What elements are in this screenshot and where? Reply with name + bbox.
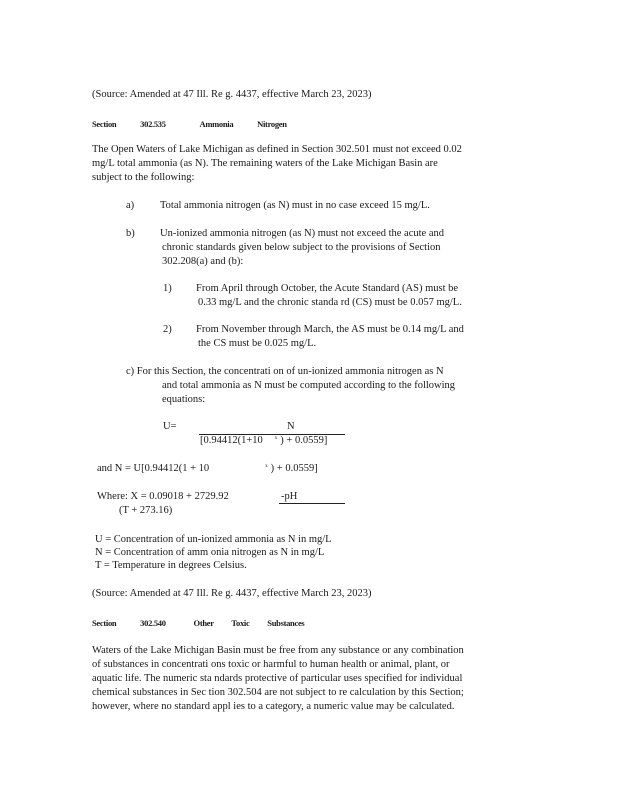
definition-line: N = Concentration of amm onia nitrogen as N in mg/L <box>95 547 325 558</box>
equation-n-base: and N = U[0.94412(1 + 10 <box>97 463 210 474</box>
subitem-text: 0.33 mg/L and the chronic standa rd (CS) must be 0.057 mg/L. <box>198 297 462 308</box>
exponent: x <box>274 436 278 441</box>
subitem-label: 1) <box>163 283 172 294</box>
item-label: a) <box>126 200 135 211</box>
section-title-word: Ammonia <box>199 119 234 129</box>
subitem-text: From April through October, the Acute Standard (AS) must be <box>196 283 459 294</box>
equation-x: Where: X = 0.09018 + 2729.92 <box>97 491 229 502</box>
paragraph-line: however, where no standard appl ies to a category, a numeric value may be calculated. <box>92 701 455 712</box>
equation-lhs: U= <box>163 421 177 432</box>
equation-numerator: N <box>287 421 295 432</box>
item-text: 302.208(a) and (b): <box>162 256 244 267</box>
paragraph-line: aquatic life. The numeric sta ndards protective of particular uses specified for individual <box>92 673 463 684</box>
equation-n-tail: ) + 0.0559] <box>270 463 318 474</box>
paragraph-line: The Open Waters of Lake Michigan as defined in Section 302.501 must not exceed 0.02 <box>92 144 462 155</box>
subitem-label: 2) <box>163 324 172 335</box>
source-note: (Source: Amended at 47 Ill. Re g. 4437, effective March 23, 2023) <box>92 89 372 100</box>
equation-x-denominator: (T + 273.16) <box>119 505 173 516</box>
exponent: x <box>265 464 268 469</box>
section-number: 302.540 <box>140 618 166 628</box>
equation-denominator <box>200 435 327 449</box>
equation-x-numerator: -pH <box>281 491 298 502</box>
section-heading <box>92 118 287 130</box>
paragraph-line: chemical substances in Sec tion 302.504 are not subject to re calculation by this Section; <box>92 687 464 698</box>
section-title-word: Nitrogen <box>257 119 287 129</box>
definition-line: T = Temperature in degrees Celsius. <box>95 560 247 571</box>
section-label: Section <box>92 119 117 129</box>
item-text: chronic standards given below subject to the provisions of Section <box>162 242 441 253</box>
item-text: Total ammonia nitrogen (as N) must in no case exceed 15 mg/L. <box>160 200 430 211</box>
paragraph-line: subject to the following: <box>92 172 195 183</box>
source-note: (Source: Amended at 47 Ill. Re g. 4437, effective March 23, 2023) <box>92 588 372 599</box>
item-label: b) <box>126 228 135 239</box>
paragraph-line: mg/L total ammonia (as N). The remaining waters of the Lake Michigan Basin are <box>92 158 438 169</box>
subitem-text: From November through March, the AS must be 0.14 mg/L and <box>196 324 464 335</box>
paragraph-line: Waters of the Lake Michigan Basin must be free from any substance or any combination <box>92 645 464 656</box>
fraction-bar <box>279 503 345 504</box>
paragraph-line: of substances in concentrati ons toxic or harmful to human health or animal, plant, or <box>92 659 450 670</box>
section-heading <box>92 617 304 629</box>
definition-line: U = Concentration of un-ionized ammonia as N in mg/L <box>95 534 332 545</box>
item-text: equations: <box>162 394 206 405</box>
equation-n <box>97 463 318 477</box>
equation-denominator-tail: ) + 0.0559] <box>280 435 328 446</box>
equation-denominator-base: [0.94412(1+10 <box>200 435 263 446</box>
item-text: c) For this Section, the concentrati on of un-ionized ammonia nitrogen as N <box>126 366 444 377</box>
item-text: Un-ionized ammonia nitrogen (as N) must not exceed the acute and <box>160 228 444 239</box>
subitem-text: the CS must be 0.025 mg/L. <box>198 338 317 349</box>
section-title-word: Substances <box>267 618 305 628</box>
item-text: and total ammonia as N must be computed according to the following <box>162 380 456 391</box>
section-title-word: Toxic <box>231 618 250 628</box>
section-label: Section <box>92 618 117 628</box>
section-number: 302.535 <box>140 119 166 129</box>
section-title-word: Other <box>193 618 214 628</box>
